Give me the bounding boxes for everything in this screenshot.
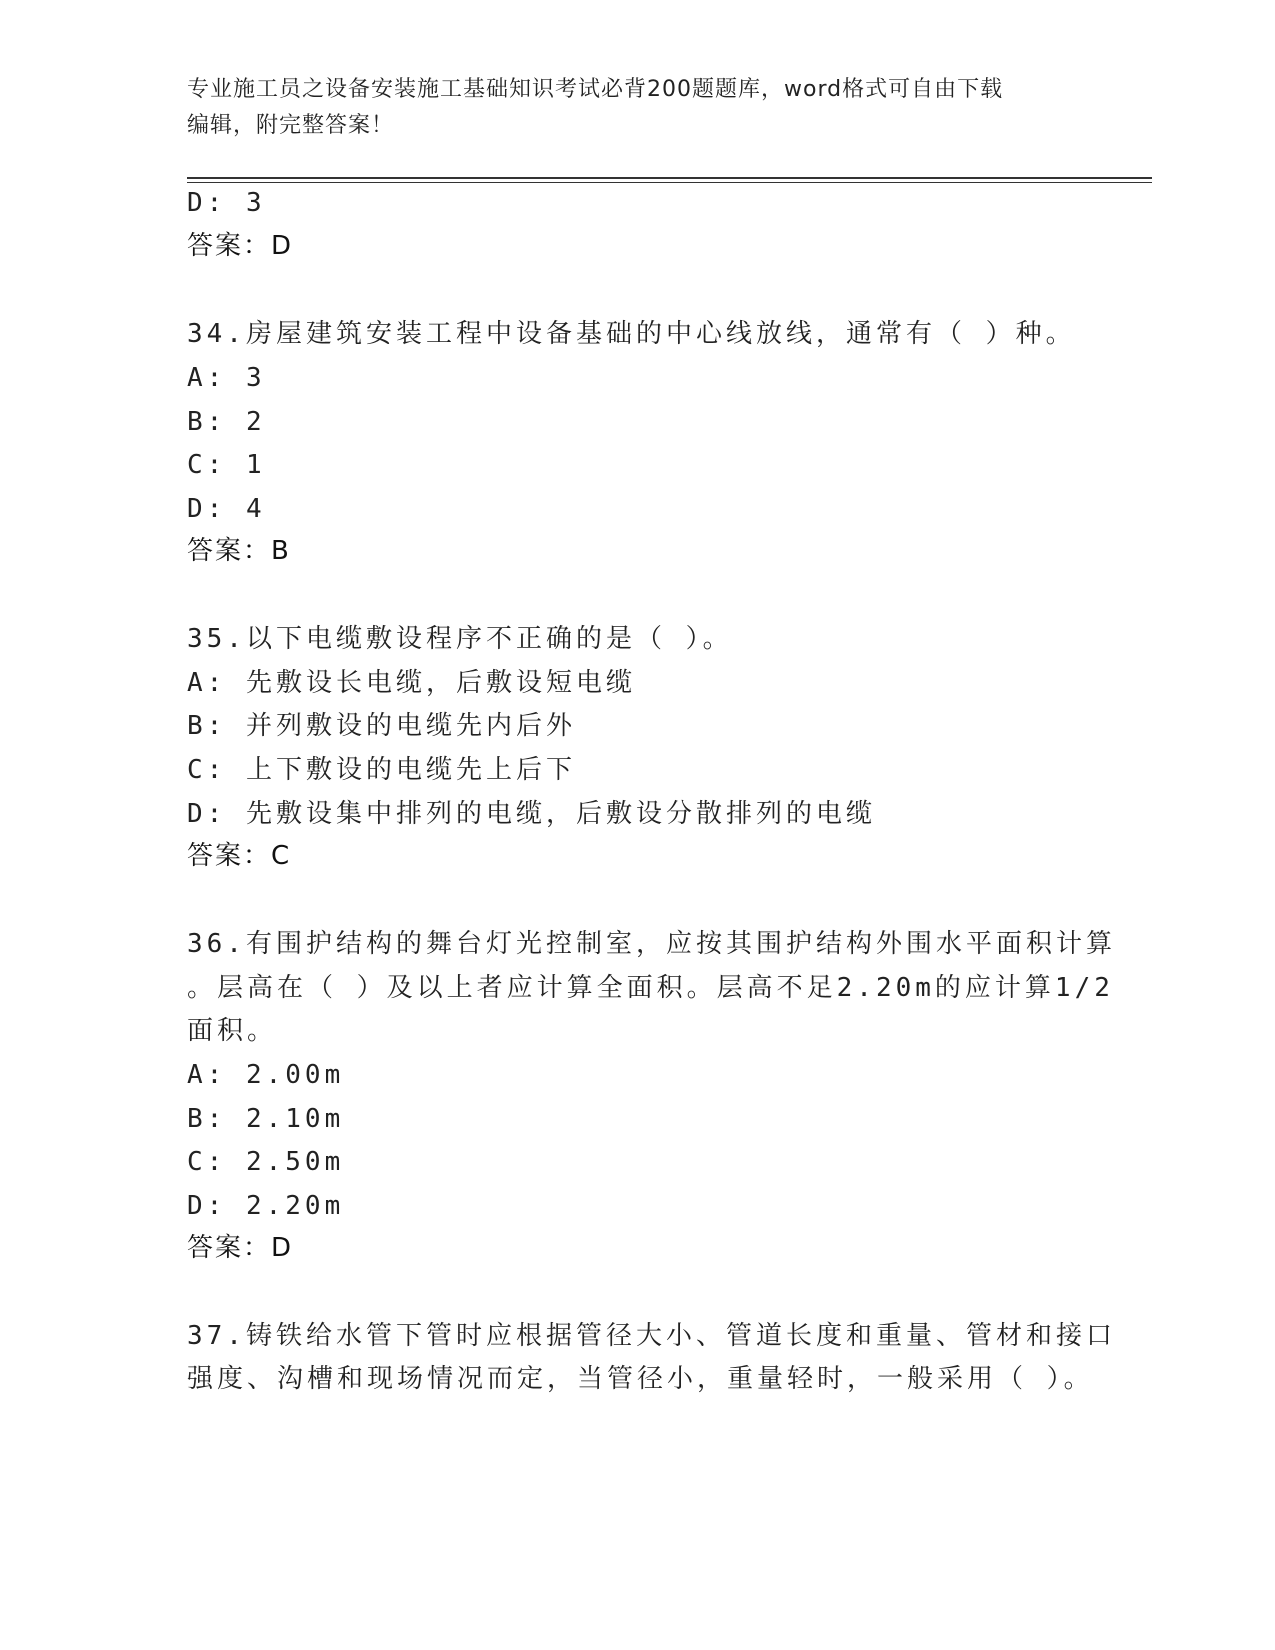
question-34-option-a: A: 3 (187, 363, 266, 393)
question-36-text-line-2: 。层高在（ ）及以上者应计算全面积。层高不足2.20m的应计算1/2 (187, 973, 1114, 1003)
question-35-text: 35.以下电缆敷设程序不正确的是（ ）。 (187, 624, 733, 654)
question-36-text-line-3: 面积。 (187, 1016, 278, 1046)
question-36-answer: 答案：D (187, 1233, 294, 1263)
question-35-option-d: D: 先敷设集中排列的电缆，后敷设分散排列的电缆 (187, 799, 876, 829)
question-37-text-line-1: 37.铸铁给水管下管时应根据管径大小、管道长度和重量、管材和接口 (187, 1321, 1116, 1351)
answer-line: 答案：D (187, 231, 294, 261)
question-35-option-c: C: 上下敷设的电缆先上后下 (187, 755, 576, 785)
question-35-answer: 答案：C (187, 841, 292, 871)
header-line-1: 专业施工员之设备安装施工基础知识考试必背200题题库，word格式可自由下载 (187, 77, 1004, 102)
question-36-text-line-1: 36.有围护结构的舞台灯光控制室，应按其围护结构外围水平面积计算 (187, 929, 1116, 959)
header-divider-thin (187, 182, 1152, 183)
header-divider-thick (187, 177, 1152, 179)
question-36-option-c: C: 2.50m (187, 1147, 345, 1177)
question-36-option-a: A: 2.00m (187, 1060, 345, 1090)
question-34-option-d: D: 4 (187, 494, 266, 524)
question-36-option-d: D: 2.20m (187, 1191, 345, 1221)
question-34-option-b: B: 2 (187, 407, 266, 437)
question-34-text: 34.房屋建筑安装工程中设备基础的中心线放线，通常有（ ）种。 (187, 319, 1076, 349)
document-header (187, 72, 1087, 144)
question-34-option-c: C: 1 (187, 450, 266, 480)
question-35-option-b: B: 并列敷设的电缆先内后外 (187, 711, 576, 741)
question-35-option-a: A: 先敷设长电缆，后敷设短电缆 (187, 668, 636, 698)
option-d: D: 3 (187, 188, 266, 218)
question-34-answer: 答案：B (187, 536, 291, 566)
header-line-2: 编辑，附完整答案！ (187, 113, 395, 138)
question-36-option-b: B: 2.10m (187, 1104, 345, 1134)
question-37-text-line-2: 强度、沟槽和现场情况而定，当管径小，重量轻时，一般采用（ ）。 (187, 1364, 1094, 1394)
